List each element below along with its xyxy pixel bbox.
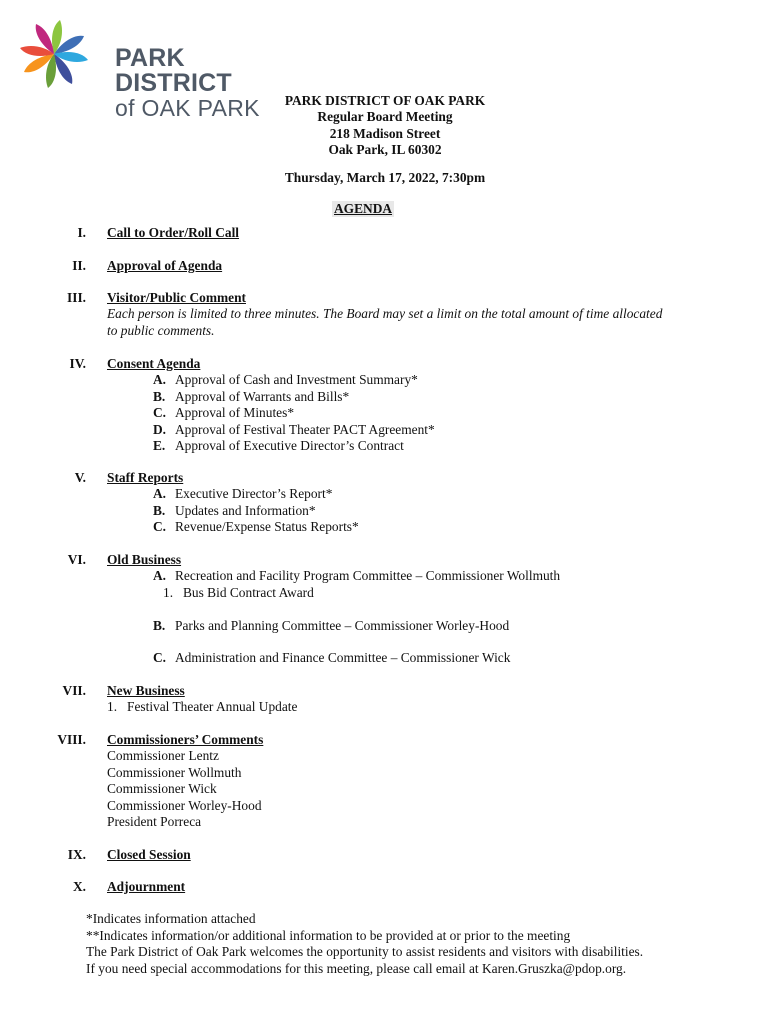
item-letter: A. — [153, 568, 167, 584]
section-heading: Old Business — [107, 552, 182, 567]
commissioner-name: President Porreca — [107, 814, 202, 829]
section-heading: Consent Agenda — [107, 356, 201, 371]
public-comment-note-cont: to public comments. — [107, 322, 215, 338]
list-item — [153, 503, 316, 519]
section-heading: New Business — [107, 683, 185, 698]
section-numeral: X. — [72, 879, 86, 894]
section-numeral: VI. — [67, 552, 86, 567]
section-heading: Visitor/Public Comment — [107, 290, 246, 305]
item-text: Approval of Warrants and Bills* — [175, 388, 350, 404]
item-text: Executive Director’s Report* — [175, 486, 333, 502]
sub-item-number: 1. — [163, 584, 174, 600]
item-letter: D. — [153, 421, 167, 437]
list-item — [153, 422, 435, 438]
section-numeral: VIII. — [57, 732, 86, 747]
list-item — [153, 438, 404, 454]
sub-item-text: Bus Bid Contract Award — [183, 584, 314, 600]
section-heading: Call to Order/Roll Call — [107, 225, 240, 240]
section-heading: Closed Session — [107, 847, 191, 862]
section-numeral: V. — [74, 470, 86, 485]
section-numeral: IV. — [69, 356, 86, 371]
sub-list-item — [107, 699, 297, 715]
item-letter: E. — [153, 438, 166, 453]
section-heading: Commissioners’ Comments — [107, 732, 264, 747]
list-item — [153, 372, 418, 388]
item-letter: B. — [153, 618, 166, 633]
commissioner-name: Commissioner Lentz — [107, 748, 219, 764]
meeting-date: Thursday, March 17, 2022, 7:30pm — [284, 170, 486, 185]
item-text: Approval of Cash and Investment Summary* — [175, 372, 418, 388]
meeting-type: Regular Board Meeting — [317, 109, 453, 125]
agenda-footer — [86, 911, 643, 977]
pinwheel-logo-icon — [14, 18, 94, 90]
item-letter: A. — [153, 372, 167, 388]
item-letter: B. — [153, 502, 166, 518]
list-item — [153, 486, 332, 502]
section-numeral: III. — [67, 290, 86, 305]
list-item — [153, 568, 560, 584]
section-numeral: I. — [77, 225, 86, 240]
item-text: Updates and Information* — [175, 502, 316, 518]
public-comment-note: Each person is limited to three minutes. The Board may set a limit on the total amount of time allocated — [107, 306, 663, 322]
agenda-title: AGENDA — [334, 201, 393, 216]
accessibility-note: The Park District of Oak Park welcomes the opportunity to assist residents and visitors with disabilities. — [86, 944, 644, 959]
item-text: Approval of Executive Director’s Contract — [175, 438, 404, 453]
list-item — [153, 389, 349, 405]
list-item — [153, 618, 509, 634]
item-letter: B. — [153, 388, 166, 404]
org-name: PARK DISTRICT OF OAK PARK — [284, 93, 486, 108]
section-numeral: II. — [72, 258, 86, 273]
meeting-header — [0, 93, 770, 158]
section-numeral: IX. — [67, 847, 86, 862]
commissioner-name: Commissioner Wick — [107, 781, 217, 797]
item-letter: C. — [153, 650, 167, 665]
item-text: Recreation and Facility Program Committee – Commissioner Wollmuth — [175, 568, 561, 584]
section-numeral: VII. — [62, 683, 86, 698]
item-text: Administration and Finance Committee – Commissioner Wick — [175, 650, 511, 665]
commissioner-name: Commissioner Worley-Hood — [107, 797, 262, 813]
meeting-city: Oak Park, IL 60302 — [328, 141, 442, 157]
footnote-additional: **Indicates information/or additional information to be provided at or prior to the meeting — [86, 927, 571, 943]
commissioner-name: Commissioner Wollmuth — [107, 764, 242, 780]
list-item — [153, 650, 510, 666]
item-text: Approval of Festival Theater PACT Agreement* — [175, 421, 435, 437]
sub-item-number: 1. — [107, 699, 118, 715]
list-item — [153, 405, 294, 421]
sub-item-text: Festival Theater Annual Update — [127, 699, 298, 715]
list-item — [153, 519, 359, 535]
section-heading: Adjournment — [107, 879, 186, 894]
item-letter: C. — [153, 519, 167, 535]
accommodation-contact: If you need special accommodations for this meeting, please call email at Karen.Gruszka@pdop.org. — [86, 960, 627, 976]
logo-line2: of OAK PARK — [115, 95, 260, 121]
meeting-address: 218 Madison Street — [329, 125, 441, 141]
item-letter: C. — [153, 405, 167, 421]
park-district-logo — [14, 18, 304, 121]
item-text: Revenue/Expense Status Reports* — [175, 519, 359, 535]
item-text: Parks and Planning Committee – Commissioner Worley-Hood — [175, 618, 510, 633]
footnote-attached: *Indicates information attached — [86, 911, 256, 926]
logo-line1: PARK DISTRICT — [115, 44, 232, 97]
section-heading: Staff Reports — [107, 470, 184, 485]
item-letter: A. — [153, 486, 167, 502]
section-heading: Approval of Agenda — [107, 258, 223, 273]
sub-list-item — [163, 585, 314, 601]
item-text: Approval of Minutes* — [175, 405, 295, 421]
